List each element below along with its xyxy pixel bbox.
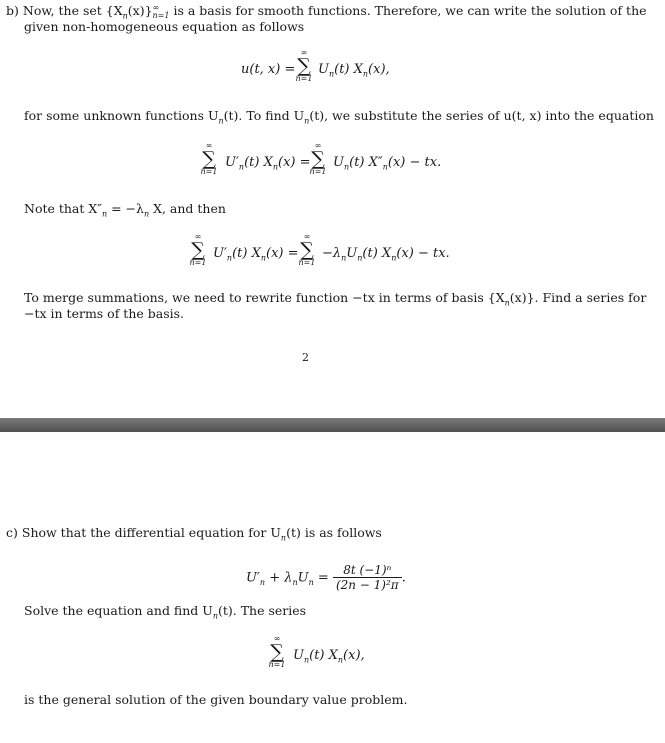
page-separator [0, 418, 665, 432]
part-c-label: c) [6, 525, 18, 540]
ode-fraction: $\frac{\text{8t (−1)ⁿ}}{\text{(2n − 1)²π}}$ [333, 564, 402, 592]
sum-symbol: ∞ ∑ n=1 [189, 232, 207, 267]
part-c-closing: is the general solution of the given boundary value problem. [24, 692, 408, 707]
sum-symbol: ∞ ∑ n=1 [298, 232, 316, 267]
part-c-intro: c) Show that the differential equation for $U_n(t)$ is as follows [6, 525, 382, 543]
part-b-intro-line1: b) Now, the set $\{X_n(x)\}$ ∞ n=1 is a basis for smooth functions. Therefore, we can write the solution of the [6, 2, 647, 21]
part-b-intro-line2: given non-homogeneous equation as follows [24, 19, 305, 34]
page-bottom [0, 432, 665, 743]
sum-symbol: ∞ ∑ n=1 [268, 634, 286, 669]
sum-symbol: ∞ ∑ n=1 [309, 141, 327, 176]
part-b-merge-line2: −tx in terms of the basis. [24, 306, 185, 321]
equation-substituted-rhs: $U_n(t) X''_n(x)$ − tx. [333, 155, 442, 172]
sum-symbol: ∞ ∑ n=1 [295, 48, 313, 83]
part-b-note: Note that $X''_n = -\lambda_n$ X, and then [24, 201, 226, 219]
equation-u-series-rhs: $U_n(t)$ $X_n(x)$, [318, 62, 390, 79]
page-number: 2 [302, 351, 309, 364]
part-b-merge-line1: To merge summations, we need to rewrite function −tx in terms of basis $\{X_n(x)\}$. Find a series for [24, 290, 647, 308]
equation-u-series-lhs: u(t, x) = [241, 62, 296, 77]
sum-symbol: ∞ ∑ n=1 [200, 141, 218, 176]
series-expression: $U_n(t)$ $X_n(x)$, [293, 648, 365, 665]
equation-reduced-rhs: $-\lambda_nU_n(t) X_n(x)$ − tx. [322, 246, 450, 263]
ode-equation: $U'_n + \lambda_nU_n$ = $\frac{\text{8t (−1)ⁿ}}{\text{(2n − 1)²π}}$ . [246, 563, 406, 592]
equation-substituted-lhs: $U'_n(t) X_n(x)$ = [225, 155, 311, 172]
part-b-label: b) [6, 3, 19, 18]
part-c-solve: Solve the equation and find $U_n(t)$. The series [24, 603, 307, 621]
part-b-paragraph-2: for some unknown functions $U_n(t)$. To find $U_n(t)$, we substitute the series of u(t, x) into the equation [24, 108, 654, 126]
equation-reduced-lhs: $U'_n(t) X_n(x)$ = [213, 246, 299, 263]
